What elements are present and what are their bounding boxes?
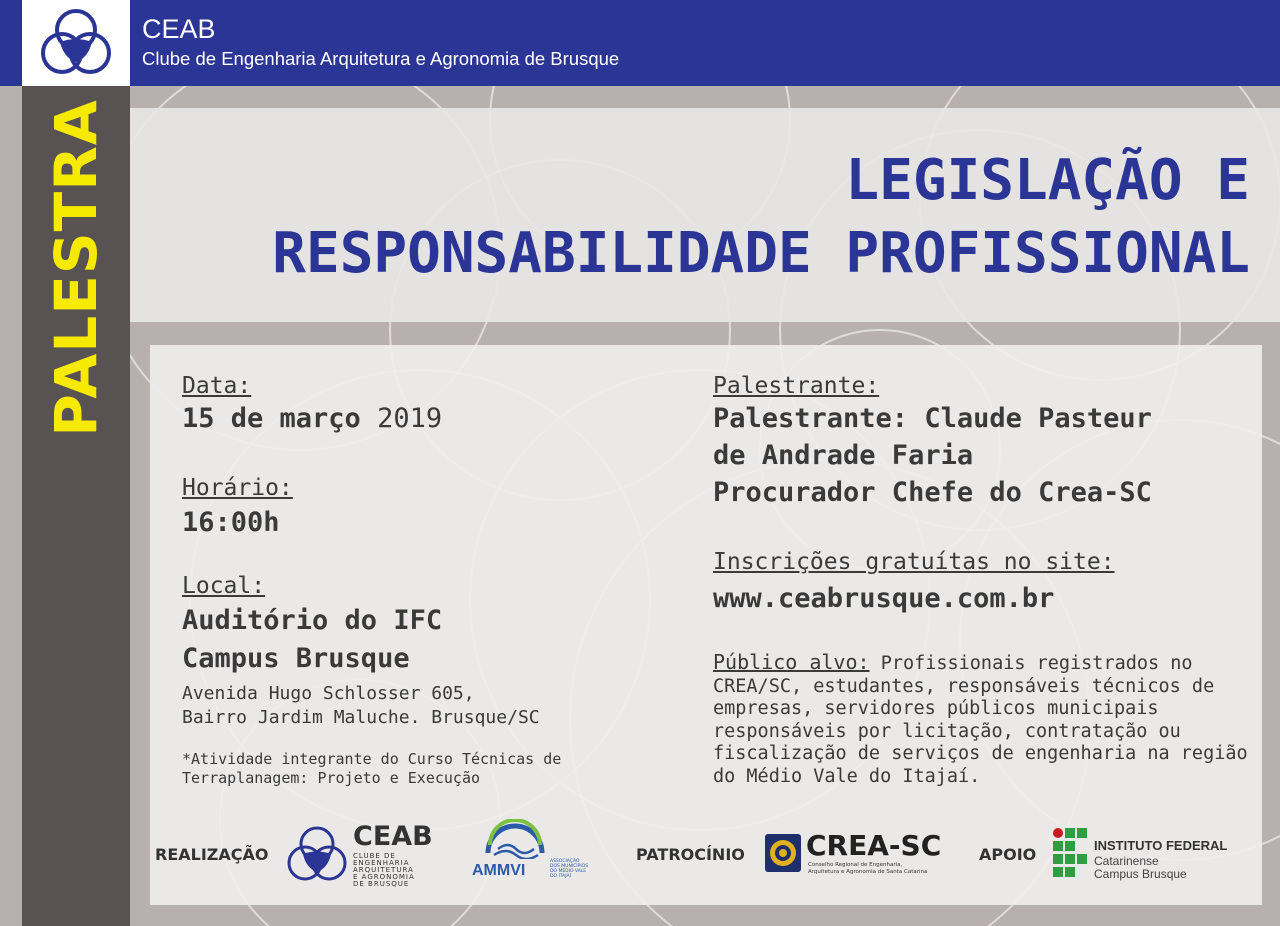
location-line-1: Auditório do IFC <box>182 605 443 636</box>
title-line-1: LEGISLAÇÃO E <box>845 148 1250 213</box>
crea-sub-2: Arquitetura e Agronomia de Santa Catarina <box>808 868 928 875</box>
ammvi-logo-icon <box>480 819 550 859</box>
speaker-line-3: Procurador Chefe do Crea-SC <box>713 477 1152 508</box>
patrocinio-label: PATROCÍNIO <box>636 845 745 864</box>
ceab-logo-icon <box>22 0 130 86</box>
ammvi-sub-4: DO ITAJAÍ <box>550 874 571 879</box>
title-line-2: RESPONSABILIDADE PROFISSIONAL <box>272 221 1250 286</box>
note-line-2: Terraplanagem: Projeto e Execução <box>182 769 481 787</box>
ceab-sub-5: DE BRUSQUE <box>353 880 410 888</box>
title-panel <box>130 108 1280 322</box>
ceab-footer-sub <box>353 853 415 888</box>
ammvi-sub-1: ASSOCIAÇÃO <box>550 859 580 864</box>
info-panel <box>150 345 1262 905</box>
if-sub-1: Catarinense <box>1094 854 1159 868</box>
crea-word: CREA-SC <box>806 829 942 862</box>
note-line-1: *Atividade integrante do Curso Técnicas de <box>182 750 562 768</box>
ceab-logo <box>22 0 130 86</box>
ammvi-sub-3: DO MÉDIO VALE <box>550 869 587 874</box>
ammvi-sub-2: DOS MUNICÍPIOS <box>550 864 589 869</box>
date-year: 2019 <box>377 403 443 434</box>
org-name: CEAB <box>142 14 216 44</box>
time-value: 16:00h <box>182 507 280 538</box>
registration-label: Inscrições gratuítas no site: <box>713 549 1115 575</box>
time-label: Horário: <box>182 475 293 501</box>
realizacao-label: REALIZAÇÃO <box>155 845 269 864</box>
if-title: INSTITUTO FEDERAL <box>1094 838 1228 853</box>
org-full-name: Clube de Engenharia Arquitetura e Agronomia de Brusque <box>142 48 620 69</box>
speaker-label: Palestrante: <box>713 373 880 399</box>
crea-sub <box>808 862 927 875</box>
ceab-sub-1: CLUBE DE <box>353 852 396 860</box>
ceab-sub-2: ENGENHARIA <box>353 859 410 867</box>
ceab-sub-3: ARQUITETURA <box>353 866 414 874</box>
address-line-1: Avenida Hugo Schlosser 605, <box>182 683 475 704</box>
date-value <box>182 403 442 434</box>
side-label: PALESTRA <box>42 99 110 437</box>
speaker-line-1: Palestrante: Claude Pasteur <box>713 403 1152 434</box>
audience-label: Público alvo: <box>713 650 870 674</box>
ceab-sub-4: E AGRONOMIA <box>353 873 415 881</box>
apoio-label: APOIO <box>979 845 1037 864</box>
ceab-footer-word: CEAB <box>353 821 433 852</box>
header-bar <box>0 0 1280 86</box>
date-label: Data: <box>182 373 252 399</box>
ammvi-sub <box>550 859 588 879</box>
audience-block <box>713 651 1253 788</box>
registration-url[interactable]: www.ceabrusque.com.br <box>713 583 1055 614</box>
date-day-month: 15 de março <box>182 403 361 434</box>
if-logo-icon <box>1052 827 1088 879</box>
location-line-2: Campus Brusque <box>182 643 410 674</box>
address-line-2: Bairro Jardim Maluche. Brusque/SC <box>182 707 540 728</box>
if-sub-2: Campus Brusque <box>1094 867 1187 881</box>
ceab-footer-logo-icon <box>284 823 350 887</box>
ammvi-word: AMMVI <box>472 862 526 879</box>
audience-text: Profissionais registrados no CREA/SC, estudantes, responsáveis técnicos de empresas, servidores públicos municipais responsáveis por licitação, contratação ou fiscalização de serviços de engenharia na região do Médio Vale do Itajaí. <box>713 653 1248 787</box>
crea-sub-1: Conselho Regional de Engenharia, <box>808 862 903 868</box>
location-label: Local: <box>182 573 266 599</box>
speaker-line-2: de Andrade Faria <box>713 440 974 471</box>
crea-seal-icon <box>764 833 802 873</box>
